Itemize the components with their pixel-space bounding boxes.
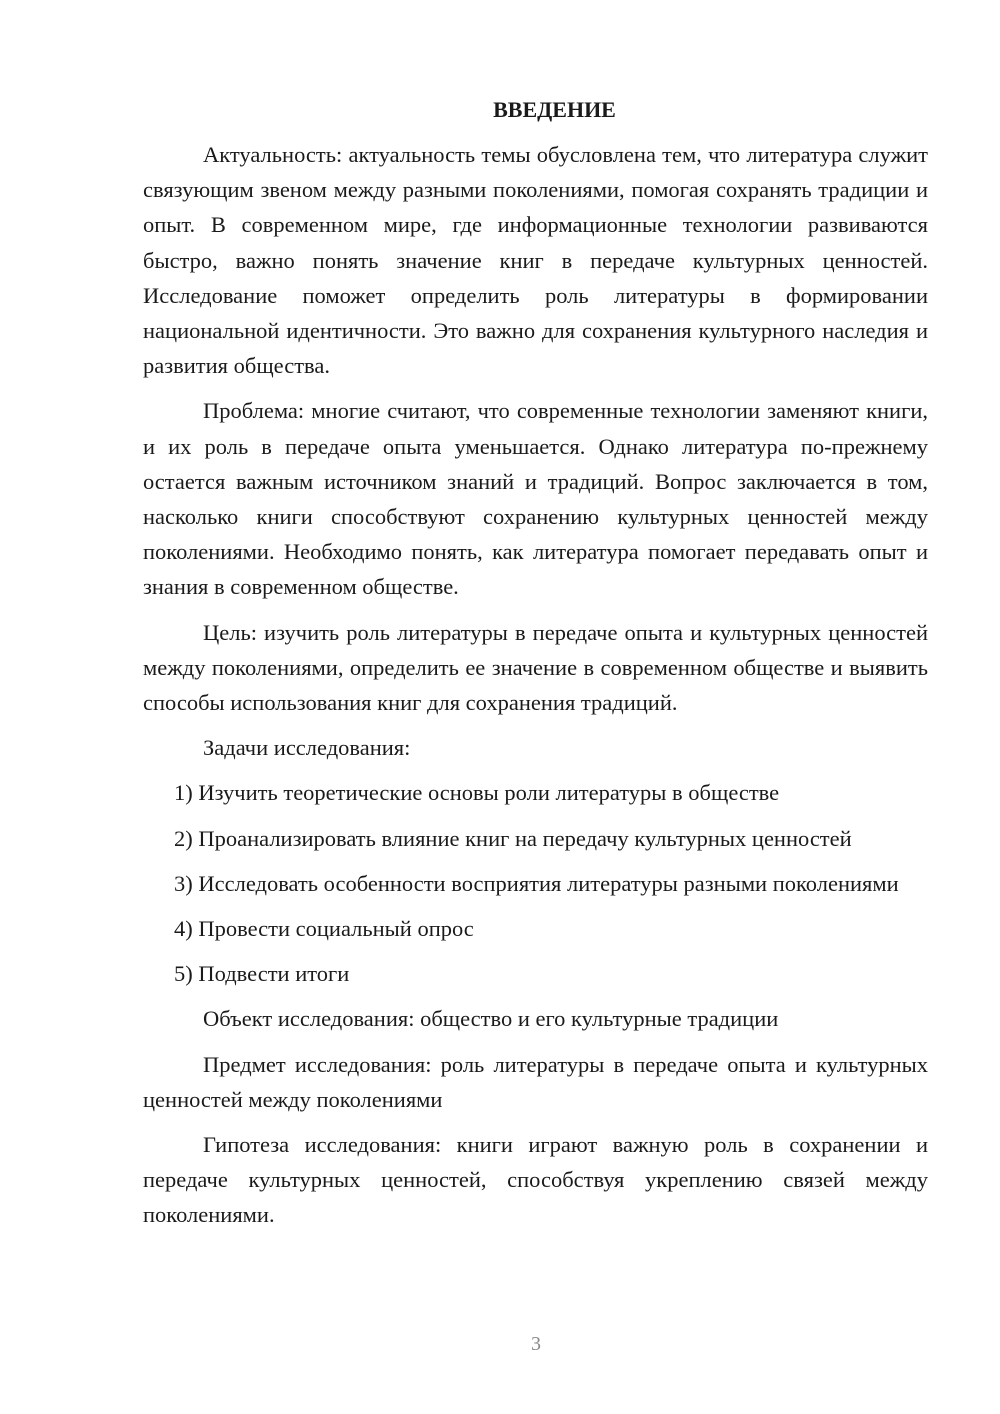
relevance-paragraph: Актуальность: актуальность темы обусловлена тем, что литература служит связующим звеном между разными поколениями, помогая сохранять традиции и опыт. В современном мире, где информационные технологии развиваются быстро, важно понять значение книг в передаче культурных ценностей. Исследование поможет определить роль литературы в формировании национальной идентичности. Это важно для сохранения культурного наследия и развития общества. xyxy=(143,142,928,379)
document-page xyxy=(143,92,928,1243)
list-item: 2) Проанализировать влияние книг на передачу культурных ценностей xyxy=(174,825,852,851)
tasks-title: Задачи исследования: xyxy=(203,735,411,761)
page-number: 3 xyxy=(531,1333,541,1355)
list-item: 4) Провести социальный опрос xyxy=(174,916,474,942)
list-item: 1) Изучить теоретические основы роли литературы в обществе xyxy=(174,780,780,806)
problem-paragraph: Проблема: многие считают, что современные технологии заменяют книги, и их роль в передаче опыта уменьшается. Однако литература по-прежнему остается важным источником знаний и традиций. Вопрос заключается в том, насколько книги способствуют сохранению культурных ценностей между поколениями. Необходимо понять, как литература помогает передавать опыт и знания в современном обществе. xyxy=(143,398,928,600)
list-item: 3) Исследовать особенности восприятия литературы разными поколениями xyxy=(174,870,899,896)
section-heading: ВВЕДЕНИЕ xyxy=(493,97,616,122)
tasks-list xyxy=(143,775,928,991)
list-item: 5) Подвести итоги xyxy=(174,961,350,987)
subject-paragraph: Предмет исследования: роль литературы в передаче опыта и культурных ценностей между поколениями xyxy=(143,1051,928,1112)
hypothesis-paragraph: Гипотеза исследования: книги играют важную роль в сохранении и передаче культурных ценностей, способствуя укреплению связей между поколениями. xyxy=(143,1132,928,1228)
goal-paragraph: Цель: изучить роль литературы в передаче опыта и культурных ценностей между поколениями, определить ее значение в современном обществе и выявить способы использования книг для сохранения традиций. xyxy=(143,619,928,716)
object-paragraph: Объект исследования: общество и его культурные традиции xyxy=(203,1006,779,1032)
